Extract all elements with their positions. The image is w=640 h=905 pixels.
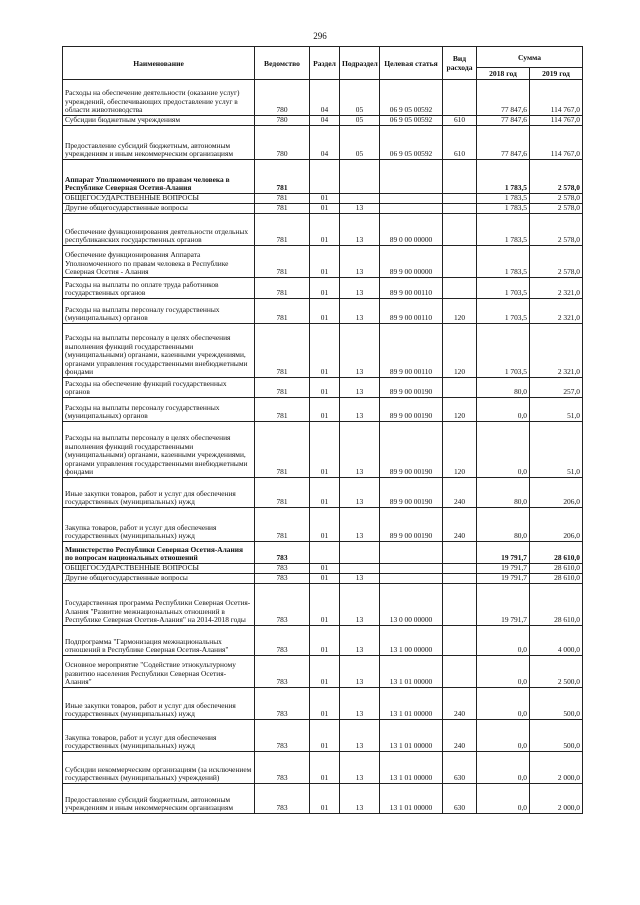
row-target-article: 06 9 05 00592 <box>380 80 443 116</box>
row-expense-type <box>443 194 477 204</box>
row-expense-type: 240 <box>443 720 477 752</box>
row-sum-2019: 28 610,0 <box>530 564 583 574</box>
row-subsection <box>340 564 380 574</box>
row-section: 01 <box>310 626 340 656</box>
table-row <box>63 422 583 478</box>
row-section: 01 <box>310 246 340 278</box>
row-sum-2018: 1 703,5 <box>477 299 530 324</box>
row-ministry: 781 <box>255 422 310 478</box>
row-sum-2019: 114 767,0 <box>530 116 583 126</box>
row-section: 01 <box>310 278 340 299</box>
row-target-article: 06 9 05 00592 <box>380 126 443 160</box>
row-name: Расходы на выплаты персоналу в целях обеспечения выполнения функций государственными (муниципальными) органами, казенными учреждениями, органами управления государственными внебюджетными фондами <box>63 422 255 478</box>
row-name: Предоставление субсидий бюджетным, автономным учреждениям и иным некоммерческим организациям <box>63 126 255 160</box>
row-expense-type: 120 <box>443 422 477 478</box>
row-expense-type <box>443 574 477 584</box>
row-sum-2019: 28 610,0 <box>530 584 583 626</box>
row-section: 01 <box>310 656 340 688</box>
row-target-article: 89 9 00 00110 <box>380 324 443 378</box>
row-subsection: 13 <box>340 626 380 656</box>
row-subsection <box>340 542 380 564</box>
row-expense-type <box>443 564 477 574</box>
table-row <box>63 784 583 814</box>
row-ministry: 781 <box>255 508 310 542</box>
row-sum-2018: 77 847,6 <box>477 80 530 116</box>
row-sum-2018: 1 783,5 <box>477 160 530 194</box>
row-name: Министерство Республики Северная Осетия-Алания по вопросам национальных отношений <box>63 542 255 564</box>
row-expense-type <box>443 378 477 398</box>
row-sum-2019: 51,0 <box>530 398 583 422</box>
row-target-article: 89 9 00 00190 <box>380 378 443 398</box>
row-sum-2018: 77 847,6 <box>477 126 530 160</box>
row-subsection: 13 <box>340 214 380 246</box>
row-section: 01 <box>310 688 340 720</box>
row-section: 01 <box>310 478 340 508</box>
row-ministry: 783 <box>255 720 310 752</box>
row-sum-2019: 2 578,0 <box>530 160 583 194</box>
row-subsection: 05 <box>340 80 380 116</box>
row-section: 04 <box>310 80 340 116</box>
row-name: Закупка товаров, работ и услуг для обеспечения государственных (муниципальных) нужд <box>63 508 255 542</box>
table-row <box>63 194 583 204</box>
row-name: Субсидии бюджетным учреждениям <box>63 116 255 126</box>
row-sum-2018: 80,0 <box>477 508 530 542</box>
table-row <box>63 378 583 398</box>
row-sum-2018: 1 703,5 <box>477 324 530 378</box>
row-name: Предоставление субсидий бюджетным, автономным учреждениям и иным некоммерческим организациям <box>63 784 255 814</box>
row-subsection: 13 <box>340 478 380 508</box>
row-target-article: 89 9 00 00110 <box>380 299 443 324</box>
row-sum-2019: 206,0 <box>530 478 583 508</box>
row-sum-2019: 28 610,0 <box>530 574 583 584</box>
row-sum-2018: 1 783,5 <box>477 246 530 278</box>
row-name: Расходы на выплаты по оплате труда работников государственных органов <box>63 278 255 299</box>
row-expense-type <box>443 80 477 116</box>
row-section: 01 <box>310 204 340 214</box>
row-expense-type: 630 <box>443 752 477 784</box>
row-target-article <box>380 160 443 194</box>
row-target-article: 13 0 00 00000 <box>380 584 443 626</box>
row-expense-type: 610 <box>443 126 477 160</box>
row-sum-2018: 19 791,7 <box>477 584 530 626</box>
table-body <box>63 80 583 814</box>
row-name: Расходы на выплаты персоналу государственных (муниципальных) органов <box>63 398 255 422</box>
row-sum-2018: 0,0 <box>477 656 530 688</box>
row-subsection: 13 <box>340 378 380 398</box>
row-sum-2018: 77 847,6 <box>477 116 530 126</box>
row-sum-2018: 1 703,5 <box>477 278 530 299</box>
row-ministry: 781 <box>255 478 310 508</box>
row-section: 01 <box>310 574 340 584</box>
row-target-article: 89 9 00 00000 <box>380 246 443 278</box>
row-ministry: 783 <box>255 752 310 784</box>
row-name: Другие общегосударственные вопросы <box>63 574 255 584</box>
row-expense-type <box>443 656 477 688</box>
row-sum-2018: 19 791,7 <box>477 542 530 564</box>
row-ministry: 781 <box>255 214 310 246</box>
row-subsection: 13 <box>340 324 380 378</box>
row-section <box>310 542 340 564</box>
row-sum-2019: 2 578,0 <box>530 204 583 214</box>
table-row <box>63 204 583 214</box>
table-row <box>63 626 583 656</box>
row-expense-type <box>443 204 477 214</box>
row-sum-2019: 500,0 <box>530 688 583 720</box>
table-row <box>63 688 583 720</box>
row-sum-2018: 0,0 <box>477 398 530 422</box>
row-subsection: 13 <box>340 752 380 784</box>
row-name: Расходы на выплаты персоналу в целях обеспечения выполнения функций государственными (муниципальными) органами, казенными учреждениями, органами управления государственными внебюджетными фондами <box>63 324 255 378</box>
row-ministry: 783 <box>255 688 310 720</box>
row-sum-2018: 0,0 <box>477 720 530 752</box>
row-section: 01 <box>310 564 340 574</box>
row-ministry: 780 <box>255 80 310 116</box>
row-target-article: 89 9 00 00110 <box>380 278 443 299</box>
row-subsection: 13 <box>340 246 380 278</box>
row-name: Закупка товаров, работ и услуг для обеспечения государственных (муниципальных) нужд <box>63 720 255 752</box>
row-target-article <box>380 542 443 564</box>
row-subsection: 13 <box>340 278 380 299</box>
row-section: 01 <box>310 508 340 542</box>
header-ministry: Ведомство <box>255 47 310 80</box>
row-expense-type: 630 <box>443 784 477 814</box>
row-section: 01 <box>310 720 340 752</box>
row-ministry: 781 <box>255 398 310 422</box>
row-subsection: 13 <box>340 574 380 584</box>
row-sum-2019: 2 578,0 <box>530 214 583 246</box>
row-target-article: 13 1 01 00000 <box>380 688 443 720</box>
row-target-article: 13 1 01 00000 <box>380 720 443 752</box>
row-sum-2018: 0,0 <box>477 688 530 720</box>
row-target-article: 89 9 00 00190 <box>380 422 443 478</box>
row-name: Расходы на обеспечение функций государственных органов <box>63 378 255 398</box>
row-section: 01 <box>310 299 340 324</box>
row-section: 01 <box>310 378 340 398</box>
row-expense-type: 120 <box>443 299 477 324</box>
row-sum-2019: 257,0 <box>530 378 583 398</box>
row-sum-2019: 2 000,0 <box>530 784 583 814</box>
row-expense-type: 120 <box>443 324 477 378</box>
row-sum-2019: 2 321,0 <box>530 278 583 299</box>
row-target-article: 89 9 00 00190 <box>380 478 443 508</box>
row-name: Подпрограмма "Гармонизация межнациональных отношений в Республике Северная Осетия-Алания" <box>63 626 255 656</box>
row-subsection: 13 <box>340 422 380 478</box>
row-sum-2018: 80,0 <box>477 478 530 508</box>
table-row <box>63 126 583 160</box>
table-row <box>63 80 583 116</box>
row-subsection <box>340 194 380 204</box>
table-row <box>63 656 583 688</box>
header-year-2019: 2019 год <box>530 68 583 80</box>
row-sum-2018: 0,0 <box>477 422 530 478</box>
table-row <box>63 752 583 784</box>
header-target-article: Целевая статья <box>380 47 443 80</box>
row-subsection: 13 <box>340 204 380 214</box>
row-sum-2019: 2 500,0 <box>530 656 583 688</box>
row-sum-2018: 19 791,7 <box>477 574 530 584</box>
row-section: 01 <box>310 324 340 378</box>
table-row <box>63 299 583 324</box>
row-name: Другие общегосударственные вопросы <box>63 204 255 214</box>
row-sum-2019: 114 767,0 <box>530 126 583 160</box>
row-sum-2019: 2 321,0 <box>530 324 583 378</box>
row-ministry: 780 <box>255 116 310 126</box>
row-ministry: 783 <box>255 542 310 564</box>
row-target-article <box>380 574 443 584</box>
row-sum-2019: 28 610,0 <box>530 542 583 564</box>
row-section: 01 <box>310 214 340 246</box>
row-sum-2019: 500,0 <box>530 720 583 752</box>
header-year-2018: 2018 год <box>477 68 530 80</box>
row-name: Иные закупки товаров, работ и услуг для обеспечения государственных (муниципальных) нужд <box>63 478 255 508</box>
row-expense-type: 240 <box>443 688 477 720</box>
page-number: 296 <box>313 31 327 41</box>
row-subsection: 13 <box>340 656 380 688</box>
row-section: 01 <box>310 422 340 478</box>
row-section: 04 <box>310 116 340 126</box>
table-row <box>63 324 583 378</box>
row-target-article: 13 1 01 00000 <box>380 656 443 688</box>
row-sum-2019: 2 321,0 <box>530 299 583 324</box>
row-name: Субсидии некоммерческим организациям (за исключением государственных (муниципальных) учреждений) <box>63 752 255 784</box>
row-expense-type <box>443 542 477 564</box>
row-ministry: 783 <box>255 564 310 574</box>
table-row <box>63 116 583 126</box>
table-row <box>63 564 583 574</box>
table-row <box>63 574 583 584</box>
row-section: 04 <box>310 126 340 160</box>
row-target-article: 13 1 00 00000 <box>380 626 443 656</box>
row-ministry: 781 <box>255 278 310 299</box>
row-section: 01 <box>310 784 340 814</box>
row-section: 01 <box>310 584 340 626</box>
table-row <box>63 720 583 752</box>
row-expense-type: 240 <box>443 508 477 542</box>
header-sum: Сумма <box>477 47 583 68</box>
row-target-article <box>380 194 443 204</box>
table-row <box>63 508 583 542</box>
row-ministry: 783 <box>255 784 310 814</box>
row-section <box>310 160 340 194</box>
row-ministry: 783 <box>255 656 310 688</box>
header-name: Наименование <box>63 47 255 80</box>
row-target-article: 06 9 05 00592 <box>380 116 443 126</box>
row-name: Обеспечение функционирования Аппарата Уполномоченного по правам человека в Республике Северная Осетия - Алания <box>63 246 255 278</box>
row-name: Аппарат Уполномоченного по правам человека в Республике Северная Осетия-Алания <box>63 160 255 194</box>
row-name: ОБЩЕГОСУДАРСТВЕННЫЕ ВОПРОСЫ <box>63 564 255 574</box>
row-expense-type: 120 <box>443 398 477 422</box>
row-subsection: 05 <box>340 116 380 126</box>
row-ministry: 781 <box>255 204 310 214</box>
row-sum-2019: 51,0 <box>530 422 583 478</box>
row-ministry: 783 <box>255 584 310 626</box>
row-target-article: 13 1 01 00000 <box>380 784 443 814</box>
header-subsection: Подраздел <box>340 47 380 80</box>
row-ministry: 783 <box>255 626 310 656</box>
row-sum-2018: 1 783,5 <box>477 214 530 246</box>
row-sum-2019: 206,0 <box>530 508 583 542</box>
row-sum-2018: 0,0 <box>477 626 530 656</box>
row-subsection: 13 <box>340 584 380 626</box>
row-expense-type <box>443 626 477 656</box>
row-sum-2019: 114 767,0 <box>530 80 583 116</box>
row-sum-2018: 0,0 <box>477 784 530 814</box>
header-section: Раздел <box>310 47 340 80</box>
row-name: Основное мероприятие "Содействие этнокультурному развитию населения Республики Северная Осетия-Алания" <box>63 656 255 688</box>
row-section: 01 <box>310 752 340 784</box>
budget-table <box>62 46 583 814</box>
row-target-article: 89 0 00 00000 <box>380 214 443 246</box>
row-subsection <box>340 160 380 194</box>
row-ministry: 780 <box>255 126 310 160</box>
row-sum-2019: 2 578,0 <box>530 194 583 204</box>
row-sum-2019: 4 000,0 <box>530 626 583 656</box>
row-subsection: 13 <box>340 299 380 324</box>
row-sum-2019: 2 000,0 <box>530 752 583 784</box>
row-name: ОБЩЕГОСУДАРСТВЕННЫЕ ВОПРОСЫ <box>63 194 255 204</box>
row-section: 01 <box>310 398 340 422</box>
row-ministry: 781 <box>255 299 310 324</box>
row-name: Расходы на обеспечение деятельности (оказание услуг) учреждений, обеспечивающих предоставление услуг в области животноводства <box>63 80 255 116</box>
row-ministry: 781 <box>255 160 310 194</box>
row-sum-2018: 0,0 <box>477 752 530 784</box>
row-sum-2018: 19 791,7 <box>477 564 530 574</box>
table-row <box>63 398 583 422</box>
row-expense-type <box>443 278 477 299</box>
row-ministry: 781 <box>255 246 310 278</box>
row-sum-2019: 2 578,0 <box>530 246 583 278</box>
header-expense-type: Вид расхода <box>443 47 477 80</box>
row-subsection: 13 <box>340 784 380 814</box>
row-expense-type <box>443 246 477 278</box>
row-name: Государственная программа Республики Северная Осетия-Алания "Развитие межнациональных отношений в Республике Северная Осетия-Алания" на 2014-2018 годы <box>63 584 255 626</box>
table-row <box>63 246 583 278</box>
table-row <box>63 160 583 194</box>
row-target-article: 13 1 01 00000 <box>380 752 443 784</box>
row-subsection: 13 <box>340 720 380 752</box>
row-name: Расходы на выплаты персоналу государственных (муниципальных) органов <box>63 299 255 324</box>
row-name: Обеспечение функционирования деятельности отдельных республиканских государственных органов <box>63 214 255 246</box>
row-sum-2018: 1 783,5 <box>477 204 530 214</box>
row-ministry: 781 <box>255 378 310 398</box>
row-expense-type: 610 <box>443 116 477 126</box>
row-subsection: 05 <box>340 126 380 160</box>
table-row <box>63 278 583 299</box>
row-sum-2018: 1 783,5 <box>477 194 530 204</box>
row-target-article <box>380 204 443 214</box>
row-subsection: 13 <box>340 508 380 542</box>
row-expense-type <box>443 160 477 194</box>
table-row <box>63 584 583 626</box>
row-ministry: 781 <box>255 194 310 204</box>
row-section: 01 <box>310 194 340 204</box>
row-ministry: 781 <box>255 324 310 378</box>
row-target-article <box>380 564 443 574</box>
table-row <box>63 478 583 508</box>
row-target-article: 89 9 00 00190 <box>380 508 443 542</box>
row-subsection: 13 <box>340 688 380 720</box>
row-expense-type <box>443 214 477 246</box>
row-expense-type: 240 <box>443 478 477 508</box>
row-sum-2018: 80,0 <box>477 378 530 398</box>
table-row <box>63 214 583 246</box>
row-target-article: 89 9 00 00190 <box>380 398 443 422</box>
table-row <box>63 542 583 564</box>
row-name: Иные закупки товаров, работ и услуг для обеспечения государственных (муниципальных) нужд <box>63 688 255 720</box>
row-subsection: 13 <box>340 398 380 422</box>
row-ministry: 783 <box>255 574 310 584</box>
row-expense-type <box>443 584 477 626</box>
